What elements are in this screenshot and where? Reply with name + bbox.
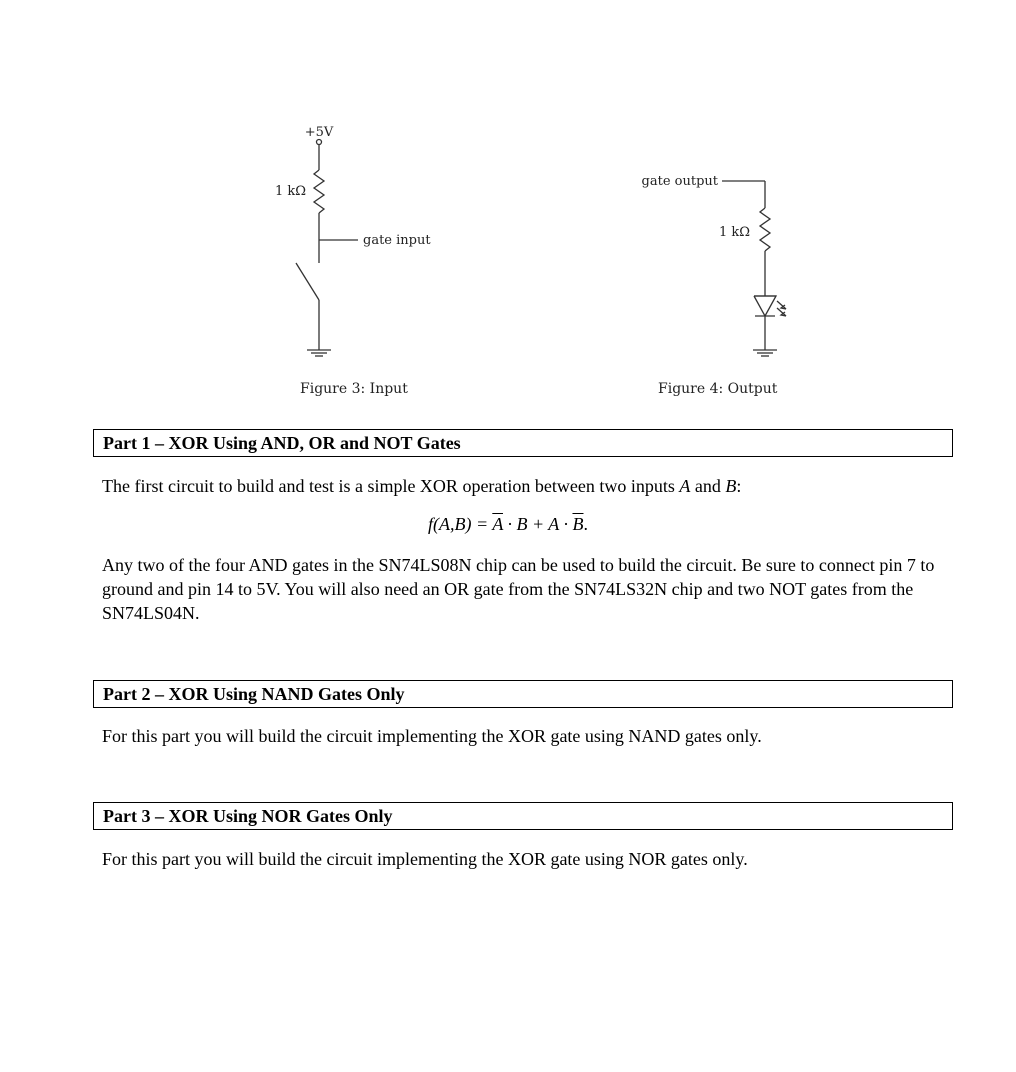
part2-body: For this part you will build the circuit implementing the XOR gate using NAND gates only.	[102, 726, 762, 746]
part1-intro	[102, 474, 952, 498]
formula-mid: · B + A ·	[502, 514, 573, 534]
fig4-resistor-label: 1 kΩ	[718, 225, 750, 240]
var-a: A	[679, 476, 691, 496]
part2-heading: Part 2 – XOR Using NAND Gates Only	[93, 680, 953, 708]
part3-body: For this part you will build the circuit implementing the XOR gate using NOR gates only.	[102, 849, 748, 869]
part1-heading: Part 1 – XOR Using AND, OR and NOT Gates	[93, 429, 953, 457]
part3-heading: Part 3 – XOR Using NOR Gates Only	[93, 802, 953, 830]
figure3-caption: Figure 3: Input	[300, 381, 408, 397]
resistor-icon	[314, 170, 324, 213]
part1-intro-text-a: The first circuit to build and test is a simple XOR operation between two inputs	[102, 476, 680, 496]
formula-end: .	[583, 514, 588, 534]
led-icon	[754, 296, 786, 316]
figures-area	[0, 0, 1016, 420]
supply-label: +5V	[304, 125, 334, 140]
formula-lhs: f(A,B) =	[428, 514, 493, 534]
xor-formula	[0, 512, 1016, 536]
fig3-resistor-label: 1 kΩ	[274, 184, 306, 199]
switch-icon	[296, 263, 319, 300]
gate-input-label: gate input	[363, 233, 431, 248]
gate-output-label: gate output	[641, 174, 718, 189]
supply-terminal-icon	[317, 140, 322, 145]
part1-intro-text-c: :	[736, 476, 742, 496]
resistor-icon	[760, 208, 770, 251]
var-b: B	[725, 476, 737, 496]
figure4-caption: Figure 4: Output	[658, 381, 778, 397]
part1-body: Any two of the four AND gates in the SN74LS08N chip can be used to build the circuit. Be sure to connect pin 7 to ground and pin 14 to 5V. You will also need an OR gate from the SN74LS32N chip and two NOT gates from the SN74LS04N.	[102, 555, 935, 623]
formula-a-bar: $\overline{A}$	[492, 514, 503, 534]
ground-icon	[307, 350, 331, 356]
ground-icon	[753, 350, 777, 356]
figure3-circuit	[296, 140, 358, 357]
part1-intro-text-b: and	[690, 476, 726, 496]
figure4-circuit	[722, 181, 786, 356]
formula-b-bar: $\overline{B}$	[572, 514, 584, 534]
